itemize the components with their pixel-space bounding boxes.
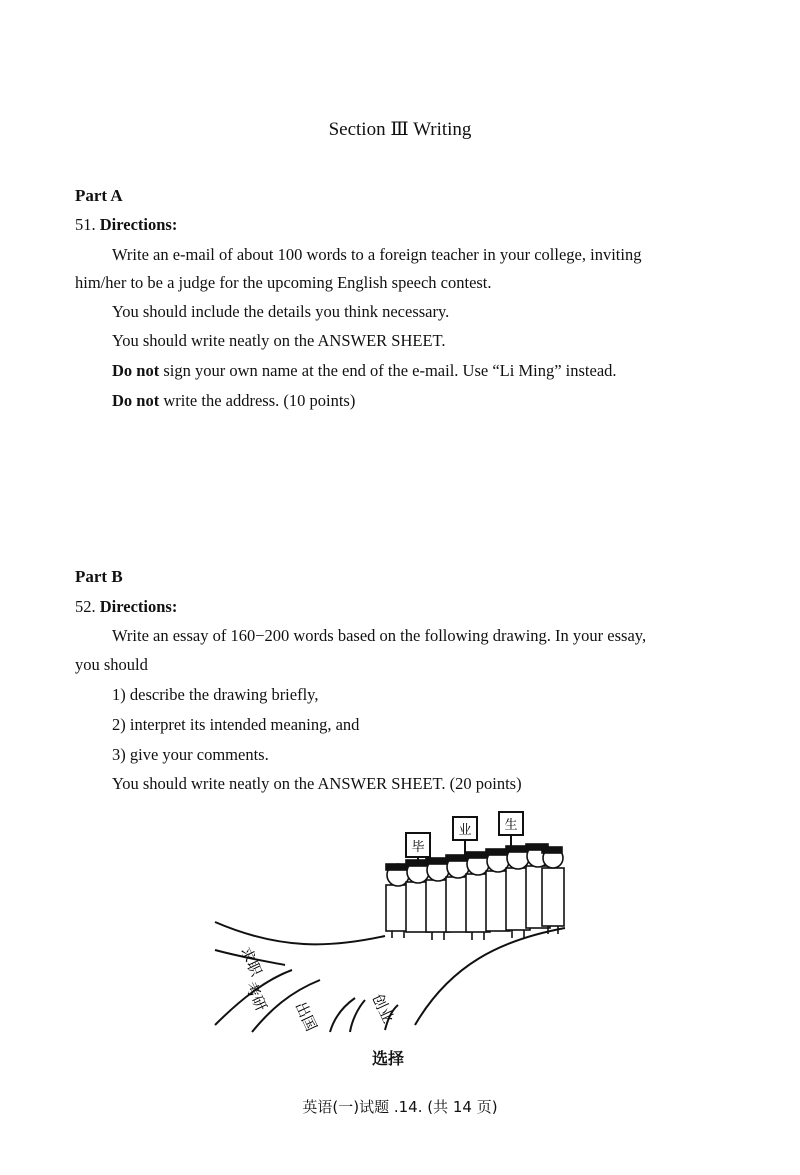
svg-text:生: 生 [504, 818, 518, 833]
q51-do-not-2: Do not [112, 391, 160, 410]
q52-item3: 3) give your comments. [112, 745, 269, 764]
road-top-edge [215, 922, 385, 944]
part-a-heading: Part A [75, 186, 123, 205]
q51-colon: : [171, 215, 178, 234]
path-label-postgrad: 考研 [241, 979, 271, 1014]
q51-do-not-1: Do not [112, 361, 160, 380]
q52-item2: 2) interpret its intended meaning, and [112, 715, 360, 734]
q51-number: 51. [75, 215, 96, 234]
q51-line5 [112, 361, 617, 381]
road-right-edge [415, 928, 565, 1025]
q51-line1: Write an e-mail of about 100 words to a foreign teacher in your college, inviting [112, 245, 642, 264]
section-title: Section Ⅲ Writing [328, 119, 472, 140]
q52-number: 52. [75, 597, 96, 616]
q52-directions-label: Directions [99, 597, 172, 616]
graduates-drawing [200, 800, 620, 1070]
svg-text:毕: 毕 [411, 840, 425, 855]
q51-line6 [112, 391, 355, 411]
q52-line2: you should [75, 655, 148, 674]
q52-line1: Write an essay of 160−200 words based on the following drawing. In your essay, [112, 626, 647, 645]
q51-line2: him/her to be a judge for the upcoming English speech contest. [75, 273, 492, 292]
svg-text:业: 业 [458, 823, 472, 838]
q52-directions [75, 597, 177, 617]
q51-line6-rest: write the address. (10 points) [159, 391, 356, 410]
q52-item1: 1) describe the drawing briefly, [112, 685, 319, 704]
page-footer: 英语(一)试题 .14. (共 14 页) [302, 1098, 498, 1116]
q51-directions-label: Directions [99, 215, 172, 234]
q51-line4: You should write neatly on the ANSWER SHEET. [112, 331, 446, 350]
q51-line3: You should include the details you think necessary. [112, 302, 450, 321]
drawing-caption: 选择 [372, 1049, 405, 1068]
q51-line5-rest: sign your own name at the end of the e-mail. Use “Li Ming” instead. [159, 361, 617, 380]
q52-colon: : [171, 597, 178, 616]
q52-line3: You should write neatly on the ANSWER SHEET. (20 points) [112, 774, 522, 793]
path-label-startup: 创业 [368, 991, 398, 1026]
path-label-job: 求职 [236, 944, 266, 979]
path-label-abroad: 出国 [291, 999, 321, 1034]
part-b-heading: Part B [75, 567, 123, 586]
branch-edge-5 [350, 1000, 365, 1032]
q51-directions [75, 215, 177, 235]
